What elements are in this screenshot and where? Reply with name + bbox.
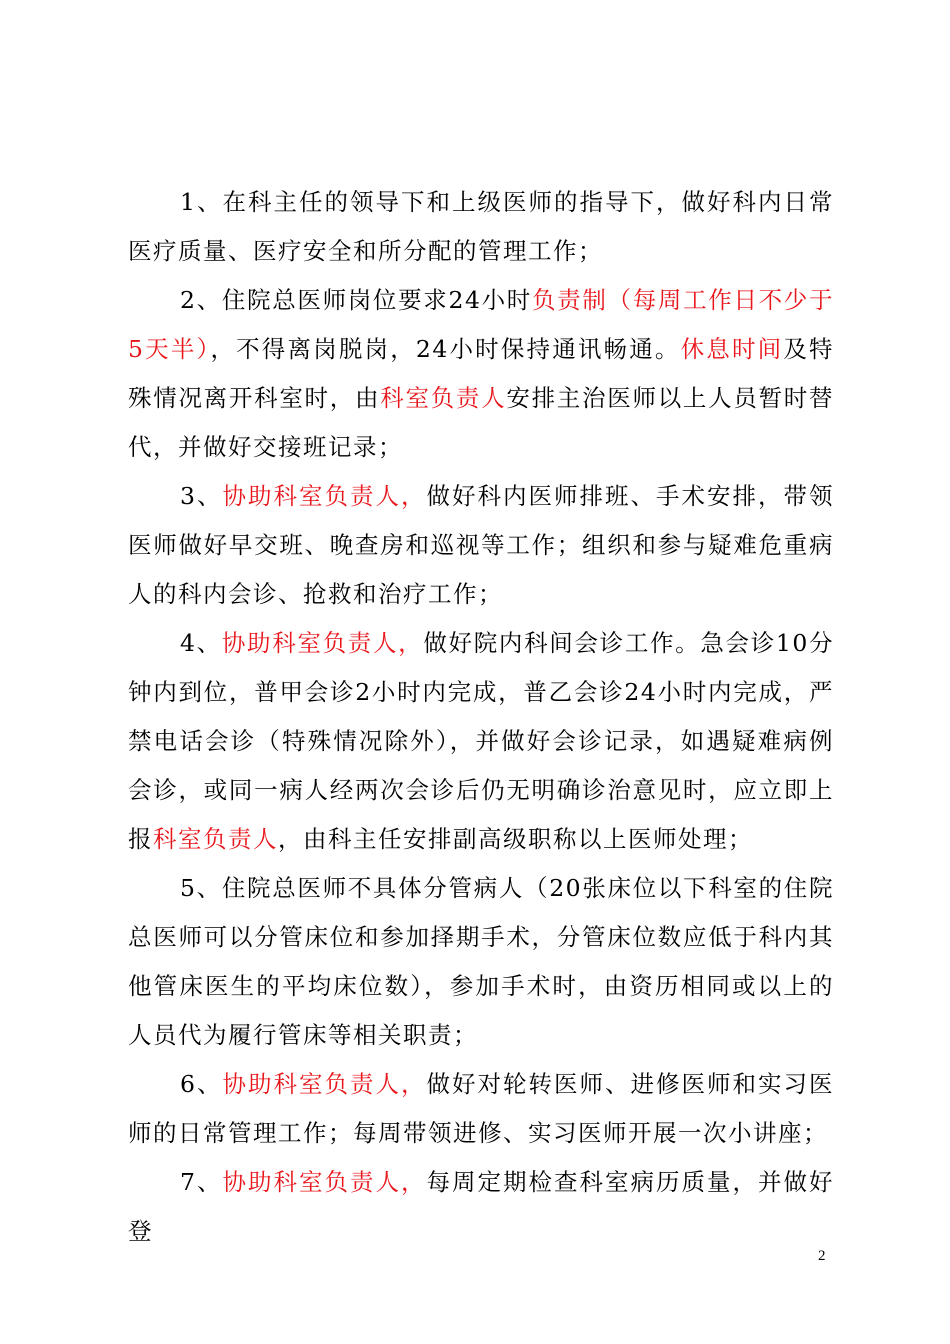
highlighted-text: 科室负责人 (380, 384, 507, 412)
body-text: 做好对轮转医师、进修医师和实习医师的日常管理工作；每周带领进修、实习医师开展一次小讲座； (128, 1070, 835, 1147)
body-text: 做好院内科间会诊工作。急会诊10分钟内到位，普甲会诊2小时内完成，普乙会诊24小时内完成，严禁电话会诊（特殊情况除外），并做好会诊记录，如遇疑难病例会诊，或同一病人经两次会诊后仍无明确诊治意见时，应立即上报 (128, 629, 835, 853)
body-text: 7、 (180, 1168, 223, 1196)
paragraph-1 (128, 178, 834, 276)
paragraph-4 (128, 619, 834, 864)
body-text: 安排主治医师以上人员暂时替代，并做好交接班记录； (128, 384, 835, 461)
highlighted-text: 协助科室负责人， (221, 629, 424, 657)
highlighted-text: 休息时间 (680, 335, 784, 363)
paragraph-2 (128, 276, 834, 472)
body-text: 每周定期检查科室病历质量，并做好登 (128, 1168, 835, 1245)
highlighted-text: 科室负责人 (153, 825, 278, 853)
paragraph-3 (128, 472, 834, 619)
body-text: 4、 (180, 629, 222, 657)
paragraph-6 (128, 1060, 834, 1158)
highlighted-text: 负责制（每周工作日不少于5天半） (128, 286, 834, 363)
paragraph-7 (128, 1158, 834, 1256)
body-text: 2、住院总医师岗位要求24小时 (180, 286, 532, 314)
paragraph-5 (128, 864, 834, 1060)
body-text: ，不得离岗脱岗，24小时保持通讯畅通。 (210, 335, 681, 363)
highlighted-text: 协助科室负责人， (222, 1168, 427, 1196)
highlighted-text: 协助科室负责人， (222, 482, 427, 510)
body-text: 做好科内医师排班、手术安排，带领医师做好早交班、晚查房和巡视等工作；组织和参与疑难危重病人的科内会诊、抢救和治疗工作； (128, 482, 835, 608)
body-text: 1、在科主任的领导下和上级医师的指导下，做好科内日常医疗质量、医疗安全和所分配的管理工作； (128, 188, 834, 265)
document-body (128, 178, 834, 1256)
body-text: ，由科主任安排副高级职称以上医师处理； (278, 825, 753, 853)
page-number: 2 (818, 1248, 826, 1264)
body-text: 及特殊情况离开科室时，由 (128, 335, 835, 412)
body-text: 5、住院总医师不具体分管病人（20张床位以下科室的住院总医师可以分管床位和参加择期手术，分管床位数应低于科内其他管床医生的平均床位数），参加手术时，由资历相同或以上的人员代为履行管床等相关职责； (128, 874, 834, 1049)
body-text: 6、 (180, 1070, 223, 1098)
highlighted-text: 协助科室负责人， (222, 1070, 427, 1098)
body-text: 3、 (180, 482, 223, 510)
